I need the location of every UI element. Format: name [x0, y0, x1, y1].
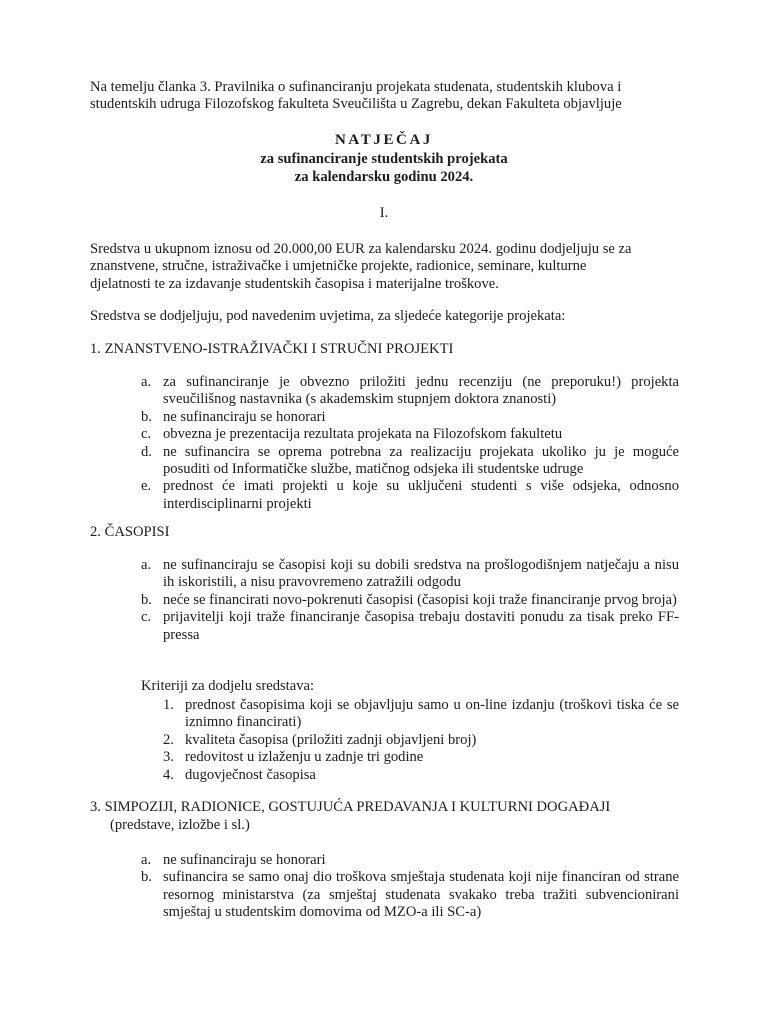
intro-text: [90, 79, 680, 114]
intro-line: studentskih udruga Filozofskog fakulteta Sveučilišta u Zagrebu, dekan Fakulteta objavljuje: [90, 96, 622, 113]
list-item: [163, 767, 679, 784]
list-item: [141, 609, 679, 644]
list-marker: a.: [141, 374, 152, 390]
document-title: NATJEČAJ: [334, 132, 434, 148]
list-item-text: kvaliteta časopisa (priložiti zadnji objavljeni broj): [185, 731, 477, 748]
list-marker: b.: [141, 408, 152, 425]
list-item: [141, 478, 679, 513]
document-subtitle-year: za kalendarsku godinu 2024.: [294, 169, 474, 185]
section1-list: [141, 374, 679, 513]
list-marker: 2.: [163, 731, 174, 748]
list-item-text: sufinancira se samo onaj dio troškova smještaja studenata koji nije financiran od strane resornog ministarstva (za smještaj studenata svakako treba tražiti subvencionirani smještaj u studentskim domovima od MZO-a ili SC-a): [163, 869, 679, 921]
list-marker: c.: [141, 609, 152, 626]
list-item: [141, 409, 679, 426]
list-marker: d.: [141, 443, 152, 460]
list-item: [141, 852, 679, 869]
list-item-text: ne sufinanciraju se časopisi koji su dobili sredstva na prošlogodišnjem natječaju a nisu ih iskoristili, a nisu pravovremeno zatražili odgodu: [163, 557, 679, 591]
paragraph-line: djelatnosti te za izdavanje studentskih časopisa i materijalne troškove.: [90, 275, 499, 292]
list-marker: 3.: [163, 749, 174, 766]
list-marker: a.: [141, 852, 152, 868]
list-item-text: obvezna je prezentacija rezultata projekata na Filozofskom fakultetu: [163, 426, 563, 443]
list-item-text: dugovječnost časopisa: [185, 766, 316, 783]
list-item-text: neće se financirati novo-pokrenuti časopisi (časopisi koji traže financiranje prvog broja): [163, 591, 677, 608]
categories-paragraph: Sredstva se dodjeljuju, pod navedenim uvjetima, za sljedeće kategorije projekata:: [90, 308, 566, 324]
list-marker: b.: [141, 591, 152, 608]
list-item: [141, 869, 679, 921]
list-item-text: ne sufinancira se oprema potrebna za realizaciju projekata ukoliko ju je moguće posuditi od Informatičke službe, matičnog odsjeka ili studentske udruge: [163, 443, 679, 478]
paragraph-line: Sredstva u ukupnom iznosu od 20.000,00 EUR za kalendarsku 2024. godinu dodjeljuju se za: [90, 241, 632, 257]
list-item: [141, 557, 679, 592]
list-item: [141, 374, 679, 409]
list-marker: e.: [141, 478, 152, 495]
list-marker: b.: [141, 869, 152, 886]
section3-heading: 3. SIMPOZIJI, RADIONICE, GOSTUJUĆA PREDAVANJA I KULTURNI DOGAĐAJI: [90, 799, 611, 815]
list-item-text: prednost će imati projekti u koje su uključeni studenti s više odsjeka, odnosno interdisciplinarni projekti: [163, 478, 679, 512]
list-item-text: prijavitelji koji traže financiranje časopisa trebaju dostaviti ponudu za tisak preko FF-pressa: [163, 609, 679, 643]
paragraph-line: znanstvene, stručne, istraživačke i umjetničke projekte, radionice, seminare, kulturne: [90, 258, 587, 275]
list-item: [141, 444, 679, 479]
funding-paragraph: [90, 241, 680, 293]
list-marker: c.: [141, 426, 152, 443]
list-marker: 4.: [163, 766, 174, 783]
section3-list: [141, 852, 679, 922]
list-marker: a.: [141, 557, 152, 573]
document-subtitle: za sufinanciranje studentskih projekata: [260, 151, 508, 167]
section1-heading: 1. ZNANSTVENO-ISTRAŽIVAČKI I STRUČNI PROJEKTI: [90, 341, 454, 357]
list-item: [163, 749, 679, 766]
list-item-text: redovitost u izlaženju u zadnje tri godine: [185, 749, 424, 766]
section3-subheading: (predstave, izložbe i sl.): [110, 817, 250, 833]
list-item: [141, 426, 679, 443]
list-item-text: prednost časopisima koji se objavljuju samo u on-line izdanju (troškovi tiska će se iznimno financirati): [185, 697, 679, 731]
list-item-text: ne sufinanciraju se honorari: [163, 408, 326, 425]
section2-list: [141, 557, 679, 644]
list-item: [163, 697, 679, 732]
list-marker: 1.: [163, 697, 174, 713]
criteria-list: [163, 697, 679, 784]
section-numeral: I.: [379, 205, 389, 221]
intro-line: Na temelju članka 3. Pravilnika o sufinanciranju projekata studenata, studentskih klubova i: [90, 79, 622, 95]
criteria-label: Kriteriji za dodjelu sredstava:: [141, 678, 315, 694]
list-item: [163, 732, 679, 749]
list-item: [141, 592, 679, 609]
list-item-text: ne sufinanciraju se honorari: [163, 852, 326, 868]
list-item-text: za sufinanciranje je obvezno priložiti jednu recenziju (ne preporuku!) projekta sveučilišnog nastavnika (s akademskim stupnjem doktora znanosti): [163, 374, 679, 408]
section2-heading: 2. ČASOPISI: [90, 524, 170, 540]
